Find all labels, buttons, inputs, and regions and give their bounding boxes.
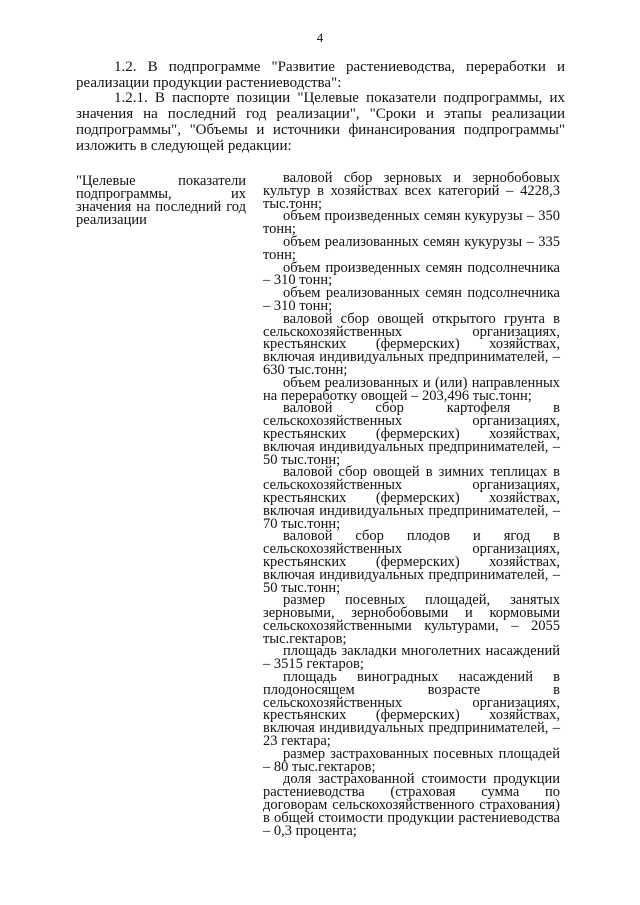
table-right-column (263, 172, 560, 837)
indicator-item: валовой сбор овощей в зимних теплицах в сельскохозяйственных организациях, крестьянских (фермерских) хозяйствах, включая индивидуальных предпринимателей, – 70 тыс.тонн; (263, 464, 560, 532)
indicator-item: объем произведенных семян подсолнечника – 310 тонн; (263, 259, 560, 289)
table-left-column (76, 175, 246, 227)
intro-paragraph-1: 1.2. В подпрограмме "Развитие растениеводства, переработки и реализации продукции растениеводства": (76, 59, 565, 91)
indicator-item: площадь виноградных насаждений в плодоносящем возрасте в сельскохозяйственных организациях, крестьянских (фермерских) хозяйствах, включая индивидуальных предпринимателей, – 23 гектара; (263, 669, 560, 750)
indicator-item: объем реализованных семян подсолнечника – 310 тонн; (263, 285, 560, 314)
indicator-item: размер застрахованных посевных площадей – 80 тыс.гектаров; (263, 745, 560, 775)
indicator-item: объем произведенных семян кукурузы – 350 тонн; (263, 208, 560, 238)
indicator-item: площадь закладки многолетних насаждений – 3515 гектаров; (263, 643, 560, 673)
target-indicators-label: "Целевые показатели подпрограммы, их значения на последний год реализации (76, 173, 246, 228)
indicator-item: объем реализованных и (или) направленных на переработку овощей – 203,496 тыс.тонн; (263, 374, 560, 404)
intro-paragraph-2: 1.2.1. В паспорте позиции "Целевые показатели подпрограммы, их значения на последний год реализации", "Сроки и этапы реализации подпрограммы", "Объемы и источники финансирования подпрограммы" изложить в следующей редакции: (76, 90, 565, 154)
indicator-item: валовой сбор плодов и ягод в сельскохозяйственных организациях, крестьянских (фермерских) хозяйствах, включая индивидуальных предпринимателей, – 50 тыс.тонн; (263, 528, 560, 596)
indicator-item: валовой сбор овощей открытого грунта в сельскохозяйственных организациях, крестьянских (фермерских) хозяйствах, включая индивидуальных предпринимателей, – 630 тыс.тонн; (263, 310, 560, 378)
indicator-item: валовой сбор зерновых и зернобобовых культур в хозяйствах всех категорий – 4228,3 тыс.тонн; (263, 170, 560, 212)
intro-section (76, 60, 565, 154)
indicator-item: объем реализованных семян кукурузы – 335 тонн; (263, 233, 560, 263)
indicator-item: размер посевных площадей, занятых зерновыми, зернобобовыми и кормовыми сельскохозяйственными культурами, – 2055 тыс.гектаров; (263, 592, 560, 647)
page-number: 4 (316, 30, 324, 45)
indicator-item: доля застрахованной стоимости продукции растениеводства (страховая сумма по договорам сельскохозяйственного страхования) в общей стоимости продукции растениеводства – 0,3 процента; (263, 771, 560, 839)
indicator-item: валовой сбор картофеля в сельскохозяйственных организациях, крестьянских (фермерских) хозяйствах, включая индивидуальных предпринимателей, – 50 тыс.тонн; (263, 400, 560, 468)
